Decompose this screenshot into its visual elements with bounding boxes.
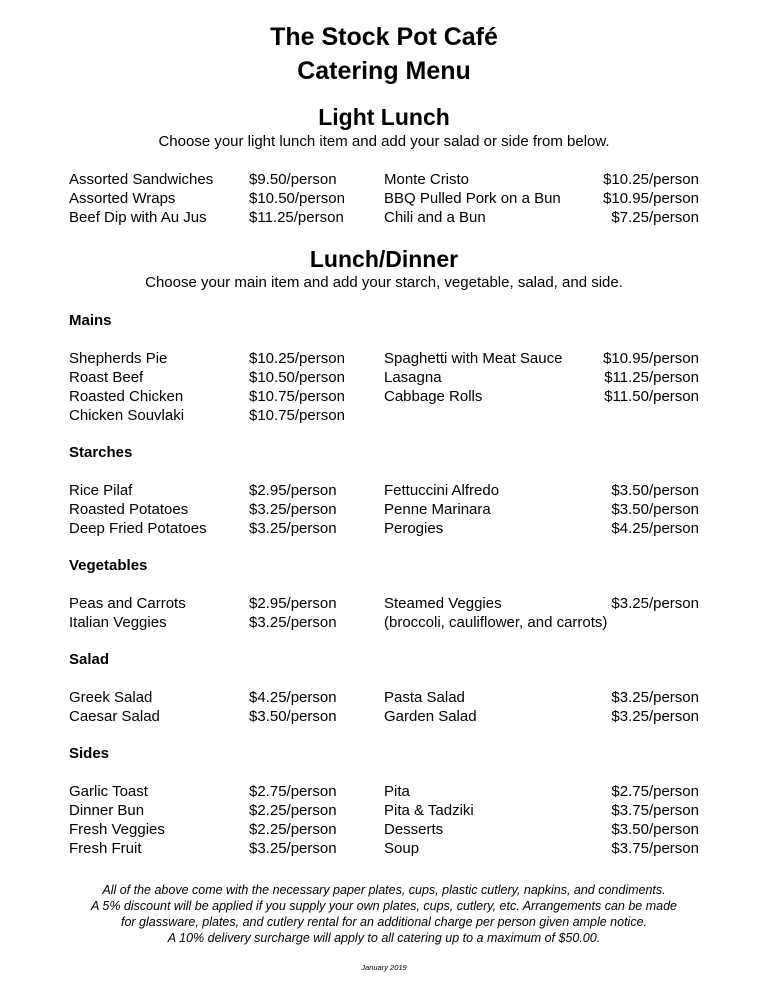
menu-row bbox=[0, 613, 768, 632]
item-price: $10.75/person bbox=[249, 388, 345, 405]
item-name: Fettuccini Alfredo bbox=[384, 482, 500, 499]
item-name: Cabbage Rolls bbox=[384, 388, 483, 405]
item-name: Peas and Carrots bbox=[69, 595, 186, 612]
lunch-dinner-heading: Lunch/Dinner bbox=[309, 246, 459, 272]
item-price: $2.25/person bbox=[249, 821, 337, 838]
item-name: Dinner Bun bbox=[69, 802, 145, 819]
menu-row bbox=[0, 839, 768, 858]
menu-row bbox=[0, 820, 768, 839]
category-vegetables: Vegetables bbox=[69, 557, 148, 574]
item-price: $10.50/person bbox=[249, 369, 345, 386]
item-price: $3.50/person bbox=[249, 708, 337, 725]
category-starches: Starches bbox=[69, 444, 133, 461]
item-price: $2.95/person bbox=[249, 595, 337, 612]
category-salad: Salad bbox=[69, 651, 110, 668]
item-name: Garden Salad bbox=[384, 708, 477, 725]
item-name: Lasagna bbox=[384, 369, 442, 386]
item-price: $3.25/person bbox=[249, 501, 337, 518]
menu-row bbox=[0, 170, 768, 189]
item-name: Deep Fried Potatoes bbox=[69, 520, 207, 537]
item-name: Greek Salad bbox=[69, 689, 153, 706]
item-name: Perogies bbox=[384, 520, 444, 537]
item-price: $7.25/person bbox=[611, 209, 699, 226]
item-price: $2.25/person bbox=[249, 802, 337, 819]
item-price: $3.50/person bbox=[611, 482, 699, 499]
item-name: Caesar Salad bbox=[69, 708, 160, 725]
item-name: Shepherds Pie bbox=[69, 350, 168, 367]
item-name: Fresh Veggies bbox=[69, 821, 165, 838]
item-price: $2.95/person bbox=[249, 482, 337, 499]
menu-row bbox=[0, 782, 768, 801]
footer-line: for glassware, plates, and cutlery rental for an additional charge per person given ample notice. bbox=[121, 915, 647, 929]
item-name: Roasted Potatoes bbox=[69, 501, 189, 518]
footer-line: A 5% discount will be applied if you supply your own plates, cups, cutlery, etc. Arrangements can be made bbox=[91, 899, 677, 913]
footer-line: All of the above come with the necessary paper plates, cups, plastic cutlery, napkins, and condiments. bbox=[102, 883, 666, 897]
item-name: Penne Marinara bbox=[384, 501, 491, 518]
menu-row bbox=[0, 688, 768, 707]
item-name: Soup bbox=[384, 840, 420, 857]
item-price: $10.95/person bbox=[603, 190, 699, 207]
item-price: $11.25/person bbox=[604, 369, 699, 386]
menu-row bbox=[0, 387, 768, 406]
item-price: $3.50/person bbox=[611, 821, 699, 838]
item-note: (broccoli, cauliflower, and carrots) bbox=[384, 614, 608, 631]
item-price: $3.25/person bbox=[249, 520, 337, 537]
light-lunch-subtitle: Choose your light lunch item and add your salad or side from below. bbox=[158, 133, 610, 150]
lunch-dinner-subtitle: Choose your main item and add your starch, vegetable, salad, and side. bbox=[145, 274, 623, 291]
item-price: $10.25/person bbox=[249, 350, 345, 367]
item-name: Chicken Souvlaki bbox=[69, 407, 185, 424]
item-name: Italian Veggies bbox=[69, 614, 167, 631]
item-price: $2.75/person bbox=[249, 783, 337, 800]
menu-row bbox=[0, 707, 768, 726]
item-price: $10.25/person bbox=[603, 171, 699, 188]
item-price: $10.95/person bbox=[603, 350, 699, 367]
item-name: Garlic Toast bbox=[69, 783, 148, 800]
item-price: $3.75/person bbox=[611, 802, 699, 819]
footer-line: A 10% delivery surcharge will apply to all catering up to a maximum of $50.00. bbox=[167, 931, 601, 945]
menu-title: Catering Menu bbox=[297, 57, 471, 85]
item-name: Pasta Salad bbox=[384, 689, 465, 706]
item-price: $10.50/person bbox=[249, 190, 345, 207]
menu-row bbox=[0, 500, 768, 519]
item-price: $3.50/person bbox=[611, 501, 699, 518]
menu-row bbox=[0, 368, 768, 387]
item-price: $3.25/person bbox=[249, 840, 337, 857]
item-name: Steamed Veggies bbox=[384, 595, 502, 612]
menu-row bbox=[0, 189, 768, 208]
item-name: Beef Dip with Au Jus bbox=[69, 209, 207, 226]
item-name: Pita & Tadziki bbox=[384, 802, 474, 819]
item-name: BBQ Pulled Pork on a Bun bbox=[384, 190, 561, 207]
item-name: Assorted Sandwiches bbox=[69, 171, 214, 188]
restaurant-name: The Stock Pot Café bbox=[270, 23, 498, 51]
item-name: Assorted Wraps bbox=[69, 190, 176, 207]
menu-row bbox=[0, 801, 768, 820]
category-sides: Sides bbox=[69, 745, 110, 762]
item-price: $4.25/person bbox=[611, 520, 699, 537]
light-lunch-heading: Light Lunch bbox=[318, 104, 450, 130]
item-name: Roasted Chicken bbox=[69, 388, 184, 405]
item-name: Pita bbox=[384, 783, 410, 800]
item-name: Monte Cristo bbox=[384, 171, 470, 188]
menu-row bbox=[0, 519, 768, 538]
menu-row bbox=[0, 594, 768, 613]
item-price: $3.25/person bbox=[611, 689, 699, 706]
item-name: Desserts bbox=[384, 821, 444, 838]
menu-row bbox=[0, 208, 768, 227]
item-price: $2.75/person bbox=[611, 783, 699, 800]
menu-row bbox=[0, 349, 768, 368]
footer-notes bbox=[60, 882, 708, 946]
menu-row bbox=[0, 406, 768, 425]
item-price: $3.25/person bbox=[249, 614, 337, 631]
item-price: $4.25/person bbox=[249, 689, 337, 706]
menu-date: January 2019 bbox=[361, 963, 407, 972]
category-mains: Mains bbox=[69, 312, 112, 329]
item-name: Fresh Fruit bbox=[69, 840, 142, 857]
item-price: $3.25/person bbox=[611, 708, 699, 725]
item-name: Rice Pilaf bbox=[69, 482, 133, 499]
item-price: $10.75/person bbox=[249, 407, 345, 424]
item-name: Roast Beef bbox=[69, 369, 144, 386]
item-name: Spaghetti with Meat Sauce bbox=[384, 350, 563, 367]
item-price: $11.50/person bbox=[604, 388, 699, 405]
item-price: $3.75/person bbox=[611, 840, 699, 857]
menu-row bbox=[0, 481, 768, 500]
item-name: Chili and a Bun bbox=[384, 209, 486, 226]
item-price: $11.25/person bbox=[249, 209, 344, 226]
item-price: $9.50/person bbox=[249, 171, 337, 188]
item-price: $3.25/person bbox=[611, 595, 699, 612]
